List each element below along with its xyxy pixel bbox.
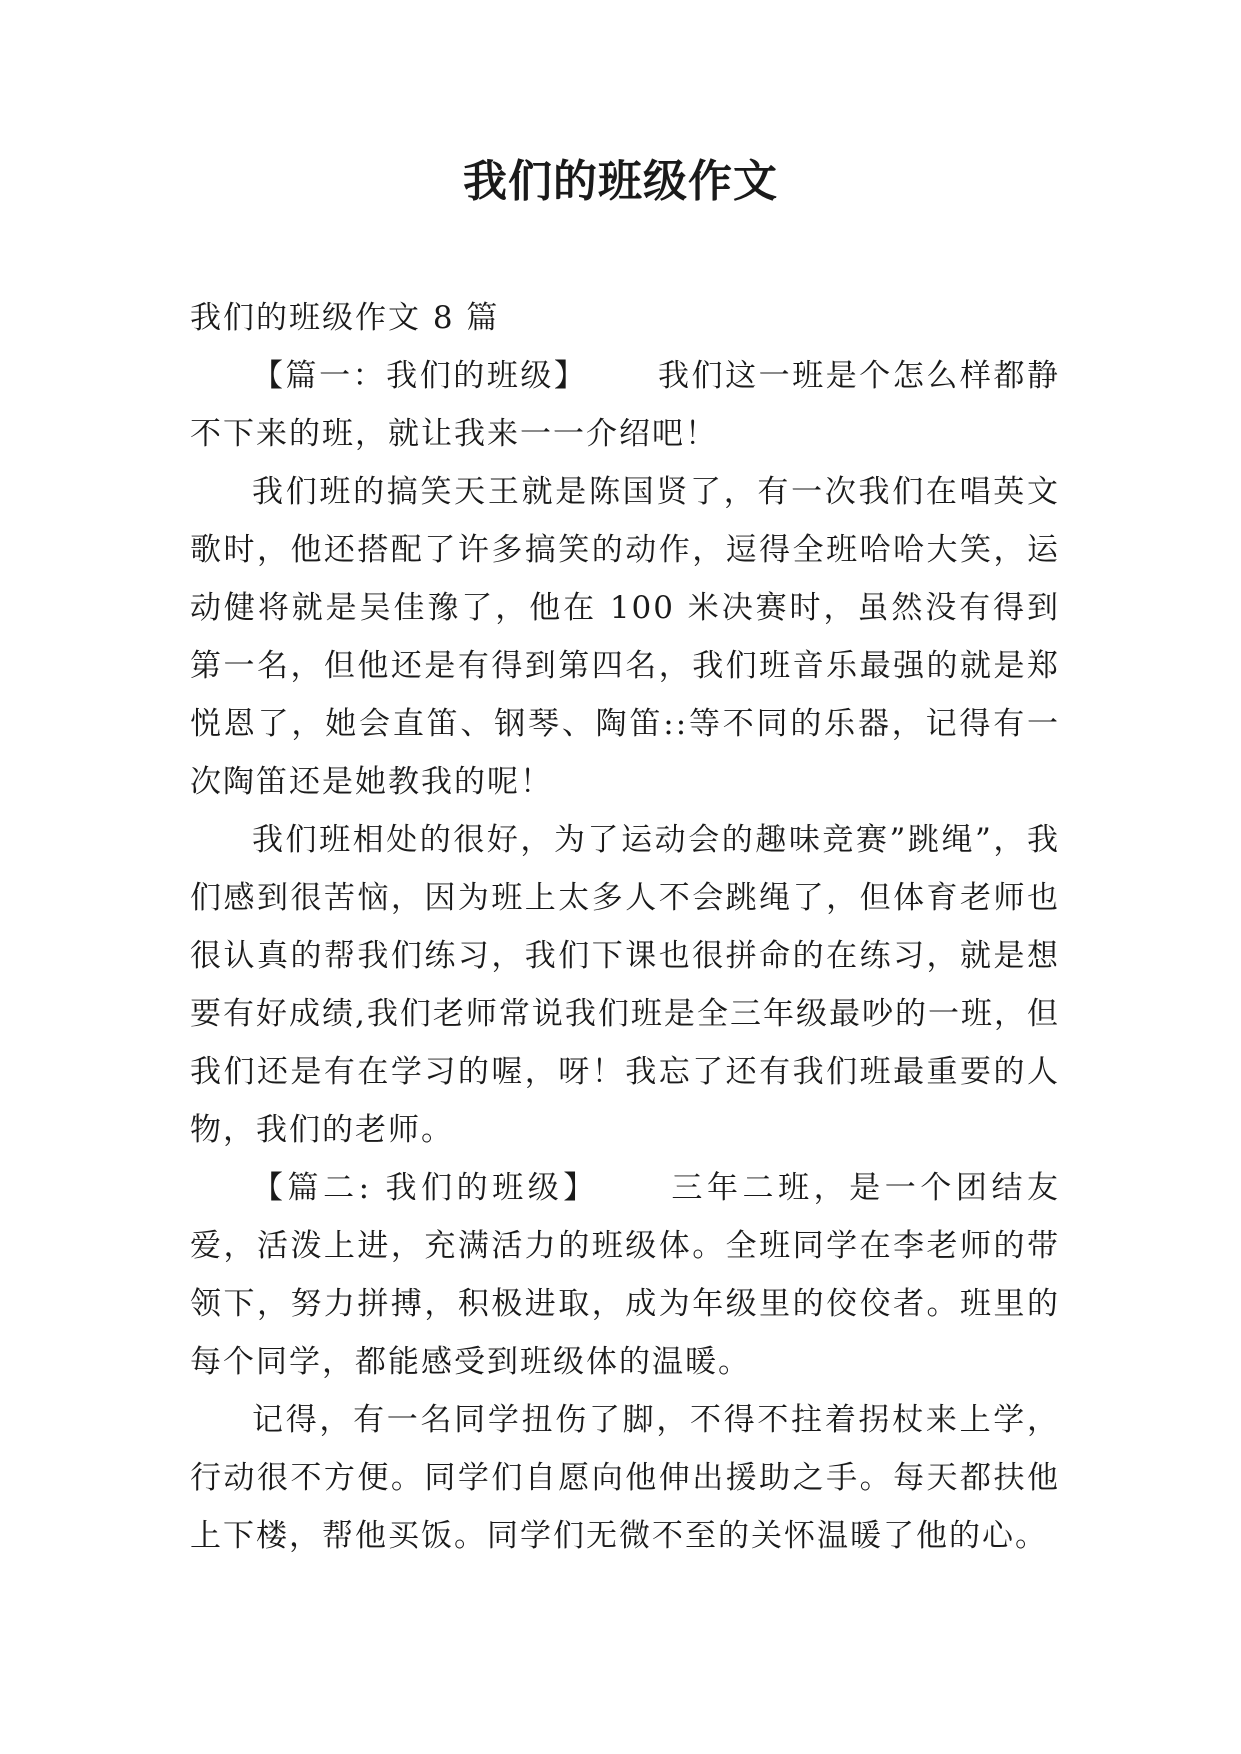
document-title: 我们的班级作文 — [463, 156, 778, 207]
document-body — [190, 289, 1060, 1565]
section-heading: 【篇二: 我们的班级】 — [252, 1170, 599, 1206]
paragraph — [190, 463, 1060, 811]
paragraph — [190, 347, 1060, 463]
paragraph-text: 记得，有一名同学扭伤了脚，不得不拄着拐杖来上学，行动很不方便。同学们自愿向他伸出援助之手。每天都扶他上下楼，帮他买饭。同学们无微不至的关怀温暖了他的心。 — [190, 1402, 1060, 1554]
section-heading: 【篇一：我们的班级】 — [252, 358, 588, 394]
paragraph — [190, 811, 1060, 1159]
paragraph — [190, 1159, 1060, 1391]
paragraph-text: 我们班相处的很好，为了运动会的趣味竞赛”跳绳”，我们感到很苦恼，因为班上太多人不会跳绳了，但体育老师也很认真的帮我们练习，我们下课也很拼命的在练习，就是想要有好成绩,我们老师常说我们班是全三年级最吵的一班，但我们还是有在学习的喔，呀！我忘了还有我们班最重要的人物，我们的老师。 — [190, 822, 1060, 1148]
paragraph-text: 我们班的搞笑天王就是陈国贤了，有一次我们在唱英文歌时，他还搭配了许多搞笑的动作，逗得全班哈哈大笑，运动健将就是吴佳豫了，他在 100 米决赛时，虽然没有得到第一名，但他还是有得到第四名，我们班音乐最强的就是郑悦恩了，她会直笛、钢琴、陶笛::等不同的乐器，记得有一次陶笛还是她教我的呢！ — [190, 474, 1060, 800]
document-subtitle: 我们的班级作文 8 篇 — [190, 300, 500, 336]
paragraph — [190, 1391, 1060, 1565]
paragraph-text: 我们这一班是个怎么样都静不下来的班，就让我来一一介绍吧！ — [190, 358, 1061, 452]
paragraph-text: 三年二班，是一个团结友爱，活泼上进，充满活力的班级体。全班同学在李老师的带领下，努力拼搏，积极进取，成为年级里的佼佼者。班里的每个同学，都能感受到班级体的温暖。 — [190, 1170, 1060, 1380]
